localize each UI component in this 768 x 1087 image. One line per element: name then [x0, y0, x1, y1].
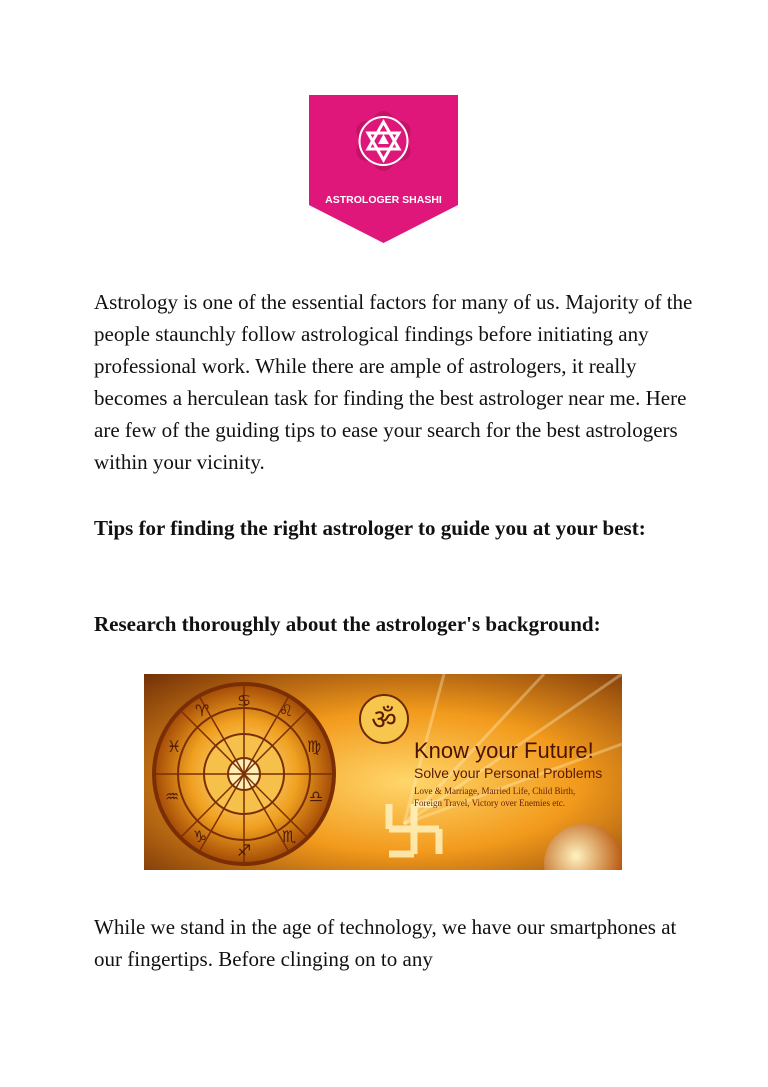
svg-text:♏: ♏: [281, 827, 297, 846]
svg-text:♐: ♐: [236, 841, 252, 860]
banner-detail-line1: Love & Marriage, Married Life, Child Birth,: [414, 786, 576, 796]
closing-paragraph: While we stand in the age of technology, we have our smartphones at our fingertips. Before clinging on to any: [94, 915, 677, 971]
svg-text:♑: ♑: [192, 827, 208, 846]
banner-detail-line2: Foreign Travel, Victory over Enemies etc.: [414, 798, 566, 808]
svg-text:ॐ: ॐ: [371, 703, 397, 736]
svg-text:♋: ♋: [236, 691, 252, 710]
zodiac-wheel: [154, 684, 334, 864]
svg-text:♈: ♈: [194, 701, 210, 720]
banner-headline: Know your Future!: [414, 738, 594, 763]
svg-text:♎: ♎: [308, 787, 324, 806]
svg-text:♌: ♌: [278, 701, 294, 720]
research-heading: Research thoroughly about the astrologer's background:: [94, 612, 601, 636]
intro-paragraph: Astrology is one of the essential factors for many of us. Majority of the people staunchly follow astrological findings before initiating any professional work. While there are ample of astrologers, it really becomes a herculean task for finding the best astrologer near me. Here are few of the guiding tips to ease your search for the best astrologers within your vicinity.: [94, 290, 693, 474]
logo-label: ASTROLOGER SHASHI: [325, 194, 442, 206]
svg-text:♓: ♓: [166, 737, 182, 756]
banner-subheadline: Solve your Personal Problems: [414, 765, 603, 781]
astrologer-shashi-logo: [309, 95, 458, 243]
know-your-future-banner: [144, 674, 622, 870]
svg-text:♍: ♍: [306, 737, 322, 756]
svg-text:♒: ♒: [164, 787, 180, 806]
tips-heading: Tips for finding the right astrologer to guide you at your best:: [94, 516, 646, 540]
